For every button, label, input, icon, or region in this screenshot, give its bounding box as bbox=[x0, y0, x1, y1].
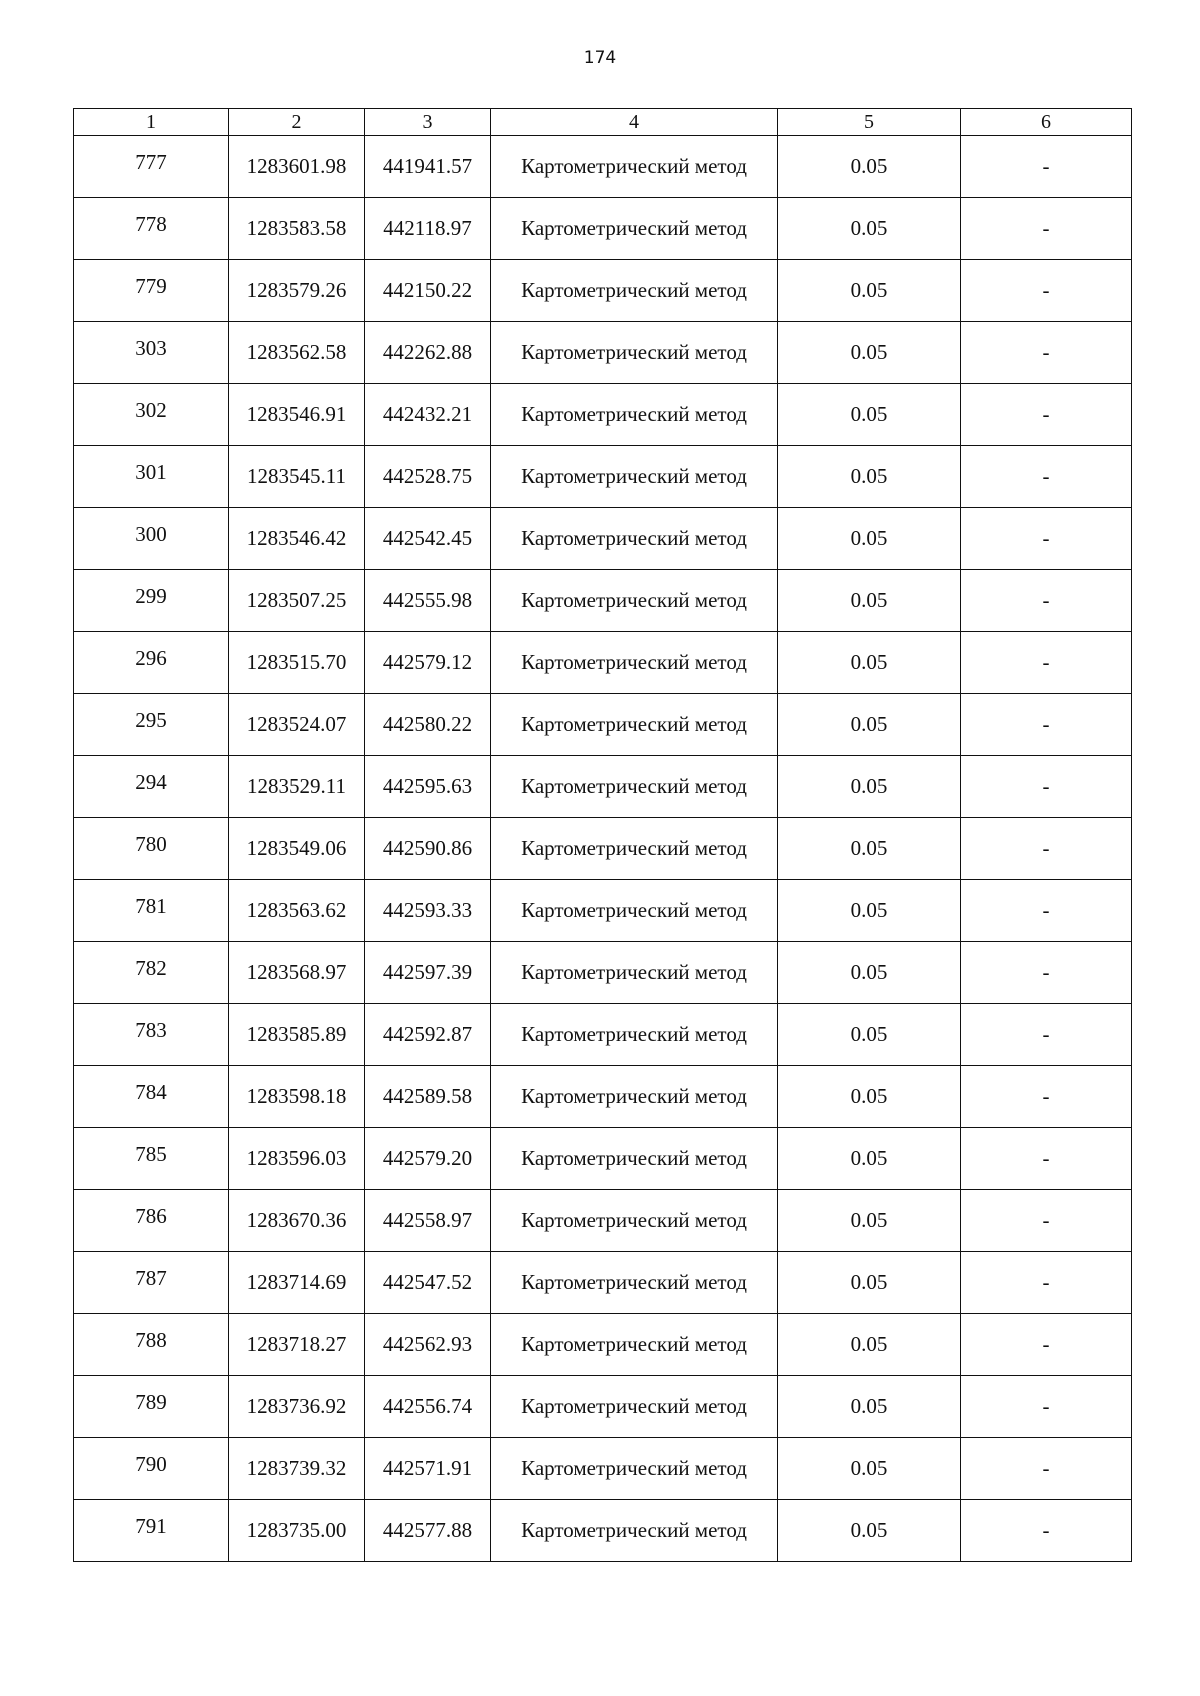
table-row bbox=[74, 1376, 1132, 1438]
method-cell: Картометрический метод bbox=[491, 570, 778, 632]
y-coordinate-cell: 442597.39 bbox=[365, 942, 491, 1004]
point-number-cell: 294 bbox=[74, 756, 229, 818]
remark-cell: - bbox=[961, 880, 1132, 942]
table-row bbox=[74, 942, 1132, 1004]
table-row bbox=[74, 1066, 1132, 1128]
method-cell: Картометрический метод bbox=[491, 632, 778, 694]
y-coordinate-cell: 441941.57 bbox=[365, 136, 491, 198]
point-number-cell: 295 bbox=[74, 694, 229, 756]
remark-cell: - bbox=[961, 508, 1132, 570]
method-cell: Картометрический метод bbox=[491, 1500, 778, 1562]
precision-cell: 0.05 bbox=[778, 756, 961, 818]
column-header: 5 bbox=[778, 109, 961, 136]
remark-cell: - bbox=[961, 446, 1132, 508]
y-coordinate-cell: 442590.86 bbox=[365, 818, 491, 880]
table-row bbox=[74, 446, 1132, 508]
method-cell: Картометрический метод bbox=[491, 384, 778, 446]
y-coordinate-cell: 442528.75 bbox=[365, 446, 491, 508]
method-cell: Картометрический метод bbox=[491, 756, 778, 818]
point-number-cell: 300 bbox=[74, 508, 229, 570]
x-coordinate-cell: 1283585.89 bbox=[229, 1004, 365, 1066]
precision-cell: 0.05 bbox=[778, 570, 961, 632]
y-coordinate-cell: 442589.58 bbox=[365, 1066, 491, 1128]
method-cell: Картометрический метод bbox=[491, 322, 778, 384]
x-coordinate-cell: 1283529.11 bbox=[229, 756, 365, 818]
point-number-cell: 787 bbox=[74, 1252, 229, 1314]
point-number-cell: 782 bbox=[74, 942, 229, 1004]
y-coordinate-cell: 442262.88 bbox=[365, 322, 491, 384]
remark-cell: - bbox=[961, 1066, 1132, 1128]
precision-cell: 0.05 bbox=[778, 1438, 961, 1500]
table-row bbox=[74, 694, 1132, 756]
method-cell: Картометрический метод bbox=[491, 1252, 778, 1314]
point-number-cell: 302 bbox=[74, 384, 229, 446]
method-cell: Картометрический метод bbox=[491, 1128, 778, 1190]
x-coordinate-cell: 1283549.06 bbox=[229, 818, 365, 880]
precision-cell: 0.05 bbox=[778, 632, 961, 694]
method-cell: Картометрический метод bbox=[491, 446, 778, 508]
x-coordinate-cell: 1283736.92 bbox=[229, 1376, 365, 1438]
column-header: 3 bbox=[365, 109, 491, 136]
remark-cell: - bbox=[961, 756, 1132, 818]
precision-cell: 0.05 bbox=[778, 198, 961, 260]
y-coordinate-cell: 442593.33 bbox=[365, 880, 491, 942]
remark-cell: - bbox=[961, 384, 1132, 446]
method-cell: Картометрический метод bbox=[491, 508, 778, 570]
y-coordinate-cell: 442579.20 bbox=[365, 1128, 491, 1190]
y-coordinate-cell: 442592.87 bbox=[365, 1004, 491, 1066]
remark-cell: - bbox=[961, 818, 1132, 880]
point-number-cell: 779 bbox=[74, 260, 229, 322]
remark-cell: - bbox=[961, 1128, 1132, 1190]
point-number-cell: 786 bbox=[74, 1190, 229, 1252]
point-number-cell: 303 bbox=[74, 322, 229, 384]
precision-cell: 0.05 bbox=[778, 1314, 961, 1376]
point-number-cell: 780 bbox=[74, 818, 229, 880]
column-header: 1 bbox=[74, 109, 229, 136]
x-coordinate-cell: 1283598.18 bbox=[229, 1066, 365, 1128]
precision-cell: 0.05 bbox=[778, 1376, 961, 1438]
method-cell: Картометрический метод bbox=[491, 198, 778, 260]
method-cell: Картометрический метод bbox=[491, 1066, 778, 1128]
method-cell: Картометрический метод bbox=[491, 1190, 778, 1252]
remark-cell: - bbox=[961, 198, 1132, 260]
remark-cell: - bbox=[961, 1252, 1132, 1314]
column-header: 6 bbox=[961, 109, 1132, 136]
y-coordinate-cell: 442118.97 bbox=[365, 198, 491, 260]
table-row bbox=[74, 880, 1132, 942]
remark-cell: - bbox=[961, 942, 1132, 1004]
table-row bbox=[74, 1500, 1132, 1562]
table-row bbox=[74, 198, 1132, 260]
method-cell: Картометрический метод bbox=[491, 260, 778, 322]
remark-cell: - bbox=[961, 322, 1132, 384]
remark-cell: - bbox=[961, 1314, 1132, 1376]
point-number-cell: 788 bbox=[74, 1314, 229, 1376]
x-coordinate-cell: 1283718.27 bbox=[229, 1314, 365, 1376]
precision-cell: 0.05 bbox=[778, 880, 961, 942]
method-cell: Картометрический метод bbox=[491, 136, 778, 198]
x-coordinate-cell: 1283546.42 bbox=[229, 508, 365, 570]
point-number-cell: 784 bbox=[74, 1066, 229, 1128]
header-row bbox=[74, 109, 1132, 136]
x-coordinate-cell: 1283515.70 bbox=[229, 632, 365, 694]
x-coordinate-cell: 1283562.58 bbox=[229, 322, 365, 384]
method-cell: Картометрический метод bbox=[491, 942, 778, 1004]
point-number-cell: 301 bbox=[74, 446, 229, 508]
precision-cell: 0.05 bbox=[778, 1066, 961, 1128]
table-row bbox=[74, 384, 1132, 446]
y-coordinate-cell: 442579.12 bbox=[365, 632, 491, 694]
point-number-cell: 781 bbox=[74, 880, 229, 942]
y-coordinate-cell: 442547.52 bbox=[365, 1252, 491, 1314]
remark-cell: - bbox=[961, 1500, 1132, 1562]
page-number: 174 bbox=[583, 48, 617, 68]
precision-cell: 0.05 bbox=[778, 260, 961, 322]
table-row bbox=[74, 1190, 1132, 1252]
table-row bbox=[74, 1314, 1132, 1376]
precision-cell: 0.05 bbox=[778, 1128, 961, 1190]
table-row bbox=[74, 570, 1132, 632]
precision-cell: 0.05 bbox=[778, 1190, 961, 1252]
x-coordinate-cell: 1283735.00 bbox=[229, 1500, 365, 1562]
table-body bbox=[74, 109, 1132, 1562]
x-coordinate-cell: 1283601.98 bbox=[229, 136, 365, 198]
remark-cell: - bbox=[961, 1438, 1132, 1500]
remark-cell: - bbox=[961, 136, 1132, 198]
table-row bbox=[74, 1252, 1132, 1314]
x-coordinate-cell: 1283583.58 bbox=[229, 198, 365, 260]
method-cell: Картометрический метод bbox=[491, 1376, 778, 1438]
table-row bbox=[74, 818, 1132, 880]
method-cell: Картометрический метод bbox=[491, 1438, 778, 1500]
precision-cell: 0.05 bbox=[778, 818, 961, 880]
point-number-cell: 299 bbox=[74, 570, 229, 632]
remark-cell: - bbox=[961, 1376, 1132, 1438]
y-coordinate-cell: 442562.93 bbox=[365, 1314, 491, 1376]
x-coordinate-cell: 1283563.62 bbox=[229, 880, 365, 942]
precision-cell: 0.05 bbox=[778, 322, 961, 384]
y-coordinate-cell: 442556.74 bbox=[365, 1376, 491, 1438]
y-coordinate-cell: 442577.88 bbox=[365, 1500, 491, 1562]
x-coordinate-cell: 1283670.36 bbox=[229, 1190, 365, 1252]
precision-cell: 0.05 bbox=[778, 942, 961, 1004]
x-coordinate-cell: 1283579.26 bbox=[229, 260, 365, 322]
remark-cell: - bbox=[961, 260, 1132, 322]
remark-cell: - bbox=[961, 1190, 1132, 1252]
point-number-cell: 785 bbox=[74, 1128, 229, 1190]
point-number-cell: 777 bbox=[74, 136, 229, 198]
table-row bbox=[74, 136, 1132, 198]
y-coordinate-cell: 442432.21 bbox=[365, 384, 491, 446]
table-row bbox=[74, 508, 1132, 570]
y-coordinate-cell: 442571.91 bbox=[365, 1438, 491, 1500]
table-row bbox=[74, 1128, 1132, 1190]
table-row bbox=[74, 1438, 1132, 1500]
x-coordinate-cell: 1283524.07 bbox=[229, 694, 365, 756]
x-coordinate-cell: 1283739.32 bbox=[229, 1438, 365, 1500]
precision-cell: 0.05 bbox=[778, 508, 961, 570]
method-cell: Картометрический метод bbox=[491, 818, 778, 880]
table-row bbox=[74, 1004, 1132, 1066]
precision-cell: 0.05 bbox=[778, 1500, 961, 1562]
precision-cell: 0.05 bbox=[778, 446, 961, 508]
y-coordinate-cell: 442555.98 bbox=[365, 570, 491, 632]
method-cell: Картометрический метод bbox=[491, 880, 778, 942]
y-coordinate-cell: 442580.22 bbox=[365, 694, 491, 756]
x-coordinate-cell: 1283568.97 bbox=[229, 942, 365, 1004]
table-row bbox=[74, 632, 1132, 694]
table-row bbox=[74, 756, 1132, 818]
method-cell: Картометрический метод bbox=[491, 694, 778, 756]
column-header: 2 bbox=[229, 109, 365, 136]
method-cell: Картометрический метод bbox=[491, 1004, 778, 1066]
remark-cell: - bbox=[961, 632, 1132, 694]
x-coordinate-cell: 1283714.69 bbox=[229, 1252, 365, 1314]
precision-cell: 0.05 bbox=[778, 136, 961, 198]
table-row bbox=[74, 260, 1132, 322]
precision-cell: 0.05 bbox=[778, 384, 961, 446]
point-number-cell: 296 bbox=[74, 632, 229, 694]
point-number-cell: 778 bbox=[74, 198, 229, 260]
x-coordinate-cell: 1283596.03 bbox=[229, 1128, 365, 1190]
coordinates-table bbox=[73, 108, 1132, 1562]
remark-cell: - bbox=[961, 694, 1132, 756]
x-coordinate-cell: 1283546.91 bbox=[229, 384, 365, 446]
point-number-cell: 790 bbox=[74, 1438, 229, 1500]
x-coordinate-cell: 1283545.11 bbox=[229, 446, 365, 508]
precision-cell: 0.05 bbox=[778, 1252, 961, 1314]
y-coordinate-cell: 442595.63 bbox=[365, 756, 491, 818]
column-header: 4 bbox=[491, 109, 778, 136]
precision-cell: 0.05 bbox=[778, 694, 961, 756]
table-row bbox=[74, 322, 1132, 384]
x-coordinate-cell: 1283507.25 bbox=[229, 570, 365, 632]
point-number-cell: 789 bbox=[74, 1376, 229, 1438]
method-cell: Картометрический метод bbox=[491, 1314, 778, 1376]
y-coordinate-cell: 442150.22 bbox=[365, 260, 491, 322]
y-coordinate-cell: 442558.97 bbox=[365, 1190, 491, 1252]
precision-cell: 0.05 bbox=[778, 1004, 961, 1066]
point-number-cell: 783 bbox=[74, 1004, 229, 1066]
remark-cell: - bbox=[961, 570, 1132, 632]
remark-cell: - bbox=[961, 1004, 1132, 1066]
y-coordinate-cell: 442542.45 bbox=[365, 508, 491, 570]
point-number-cell: 791 bbox=[74, 1500, 229, 1562]
